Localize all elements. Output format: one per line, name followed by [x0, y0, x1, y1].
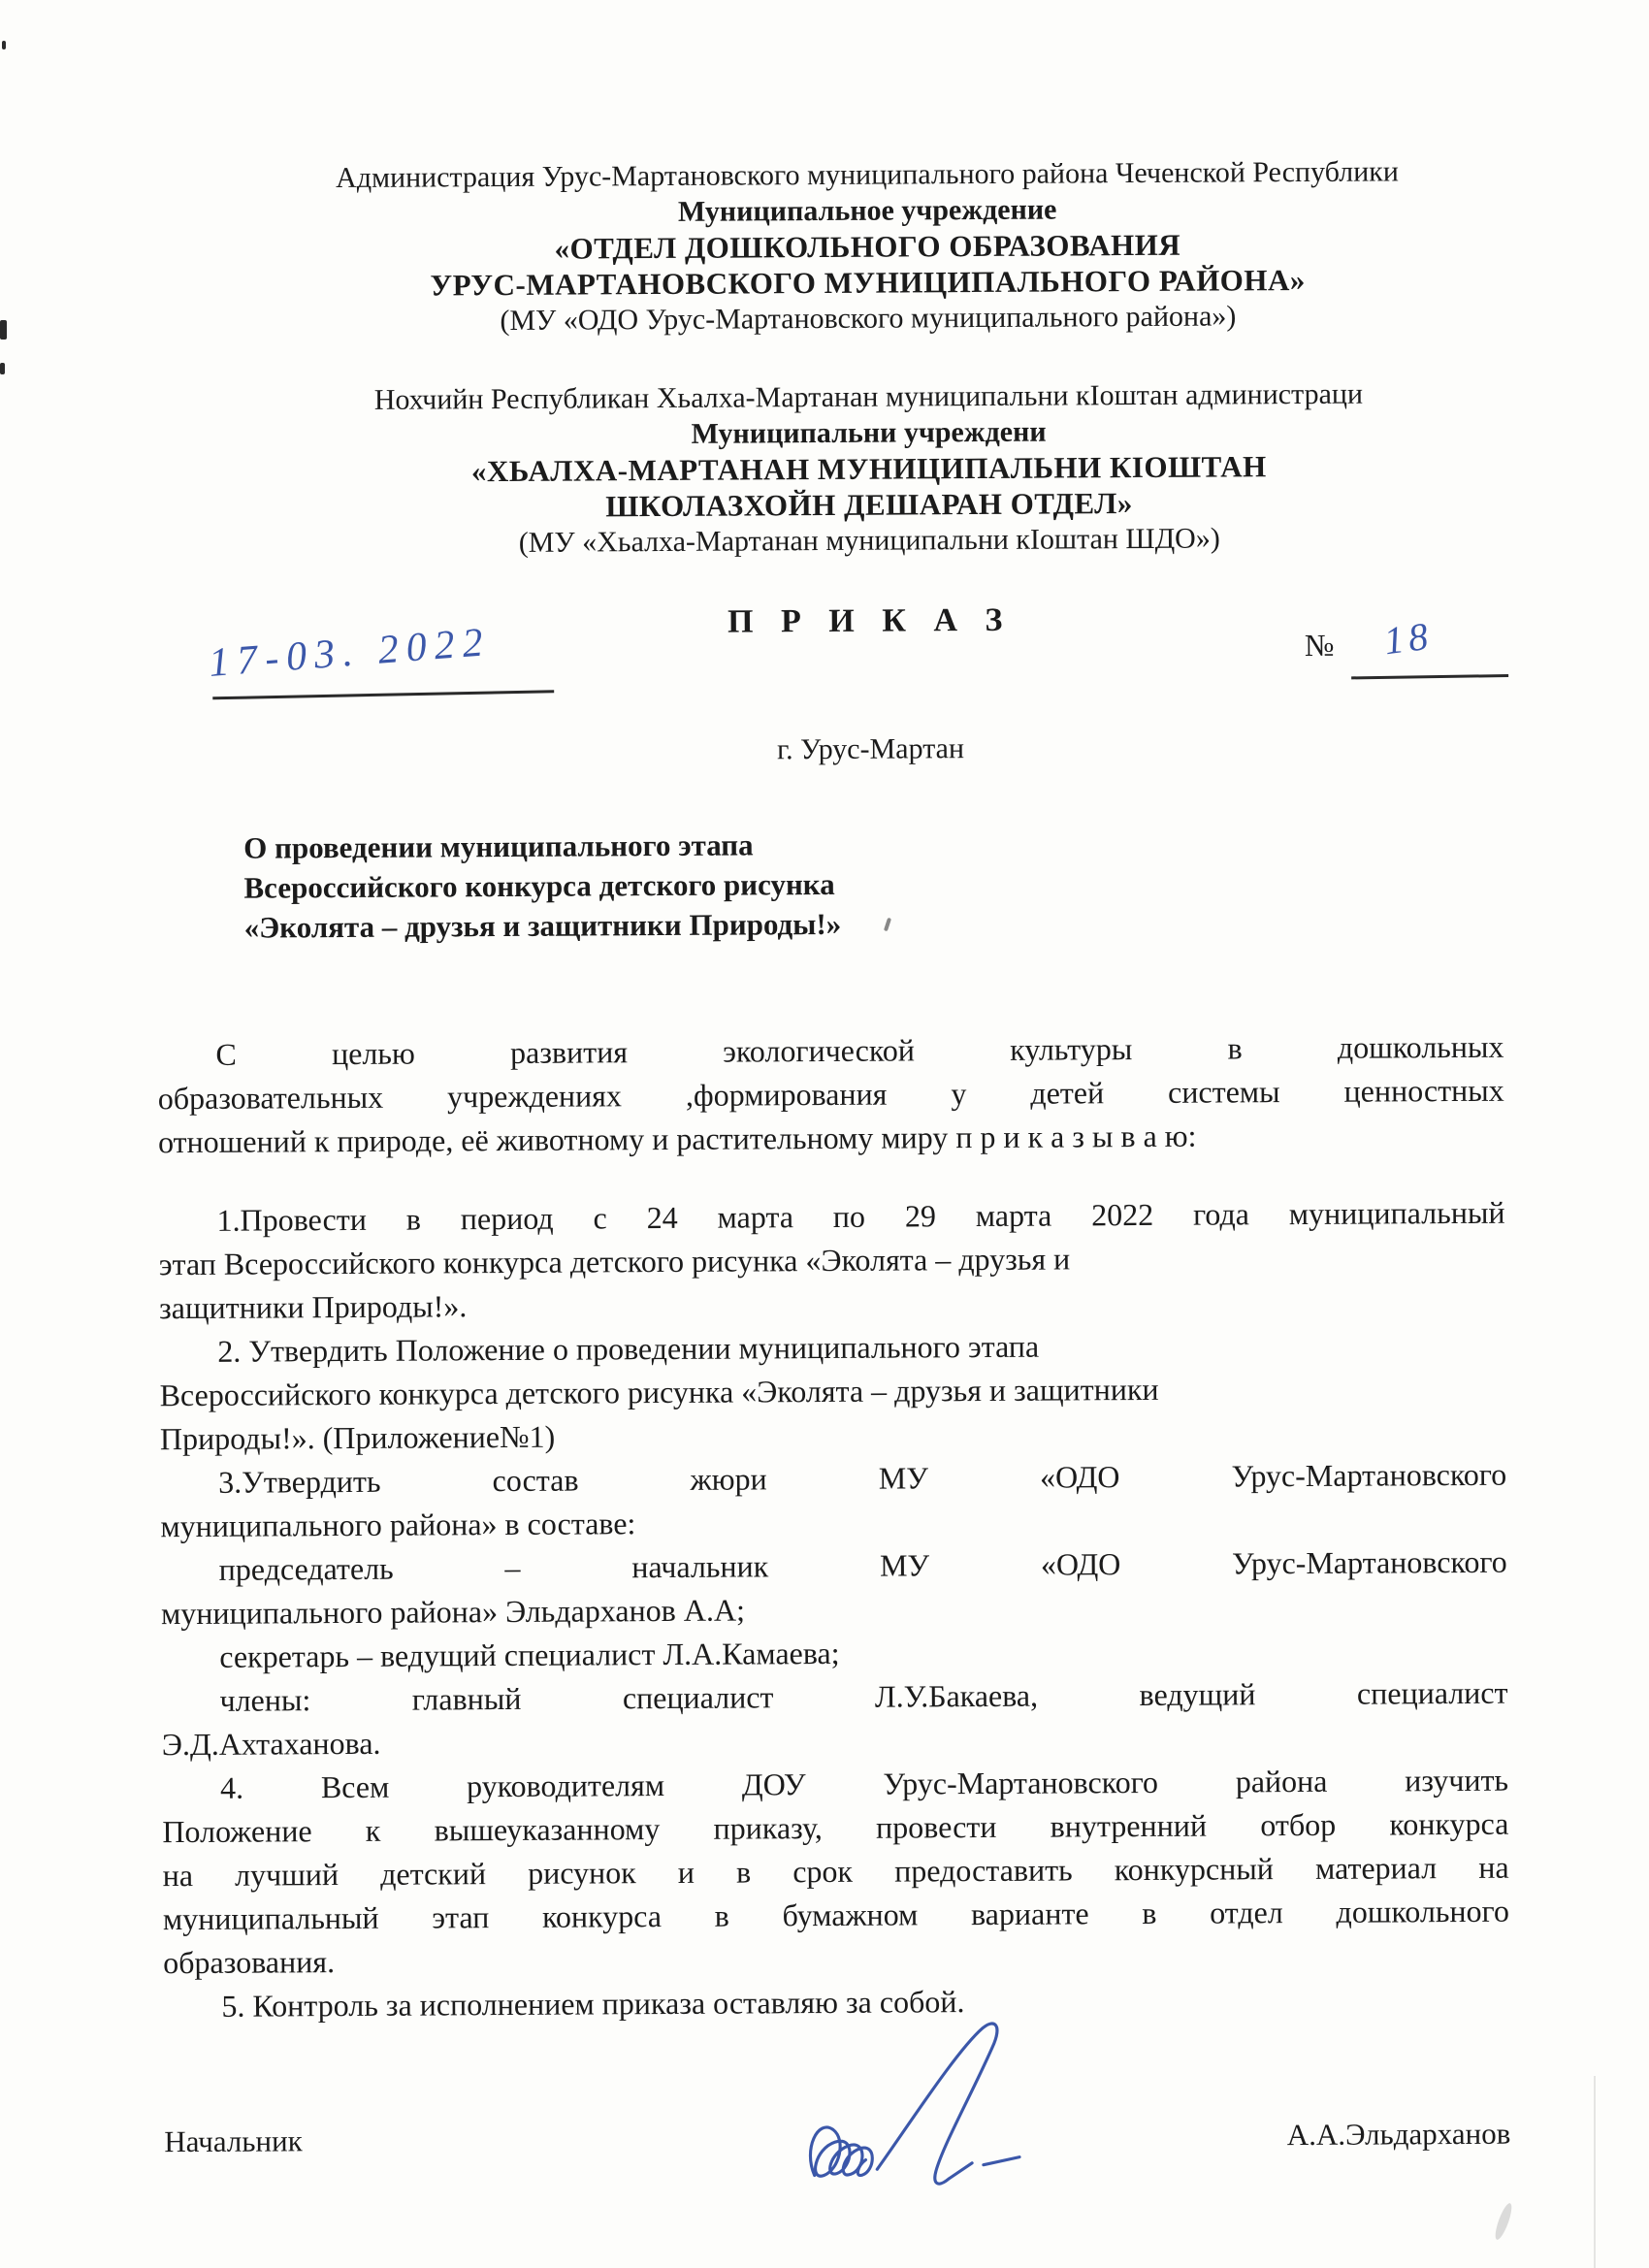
- body-line: Положение к вышеуказанному приказу, провести внутренний отбор конкурса: [162, 1805, 1509, 1850]
- body-line: С целью развития экологической культуры в дошкольных: [215, 1028, 1504, 1072]
- scan-speck: [0, 363, 5, 374]
- body-line: Природы!». (Приложение№1): [159, 1418, 556, 1457]
- order-subject: [243, 825, 841, 948]
- body-line: 5. Контроль за исполнением приказа оставляю за собой.: [221, 1984, 965, 2024]
- org-name-line-1-che: «ХЬАЛХА-МАРТАНАН МУНИЦИПАЛЬНИ КIОШТАН: [470, 449, 1267, 489]
- header-chechen: [179, 374, 1558, 563]
- org-abbreviation-line: (МУ «ОДО Урус-Мартановского муниципального района»): [500, 300, 1237, 338]
- signer-name: А.А.Эльдарханов: [1286, 2116, 1511, 2153]
- org-abbreviation-line-che: (МУ «Хьалха-Мартанан муниципальни кIоштан ШДО»): [518, 522, 1220, 559]
- body-line: муниципального района» в составе:: [160, 1506, 636, 1544]
- body-line: этап Всероссийского конкурса детского рисунка «Эколята – друзья и: [158, 1241, 1071, 1282]
- body-line: 3.Утвердить состав жюри МУ «ОДО Урус-Мартановского: [218, 1456, 1507, 1500]
- scan-speck: [2, 41, 6, 49]
- subject-line-1: О проведении муниципального этапа: [243, 827, 754, 865]
- body-line: муниципальный этап конкурса в бумажном варианте в отдел дошкольного: [162, 1893, 1510, 1937]
- body-line: на лучший детский рисунок и в срок предоставить конкурсный материал на: [162, 1849, 1509, 1894]
- order-number-label: №: [1304, 627, 1335, 663]
- org-name-line-2-che: ШКОЛАЗХОЙН ДЕШАРАН ОТДЕЛ»: [605, 486, 1133, 524]
- signer-position: Начальник: [164, 2123, 303, 2159]
- org-administration-line: Администрация Урус-Мартановского муниципального района Чеченской Республики: [335, 155, 1399, 195]
- org-type-line-che: Муниципальни учреждени: [691, 415, 1047, 450]
- org-name-line-2: УРУС-МАРТАНОВСКОГО МУНИЦИПАЛЬНОГО РАЙОНА»: [430, 262, 1306, 303]
- subject-line-3: «Эколята – друзья и защитники Природы!»: [243, 906, 842, 945]
- body-line: отношений к природе, её животному и растительному миру п р и к а з ы в а ю:: [157, 1118, 1197, 1160]
- body-line: 1.Провести в период с 24 марта по 29 марта 2022 года муниципальный: [216, 1194, 1505, 1238]
- org-name-line-1: «ОТДЕЛ ДОШКОЛЬНОГО ОБРАЗОВАНИЯ: [554, 227, 1181, 266]
- city-line: г. Урус-Мартан: [777, 732, 965, 766]
- handwritten-date: 17-03. 2022: [207, 620, 493, 686]
- header-russian: [178, 152, 1557, 340]
- body-line: Э.Д.Ахтаханова.: [161, 1725, 381, 1763]
- body-line: образовательных учреждениях ,формирования у детей системы ценностных: [157, 1072, 1504, 1117]
- order-number-underline: [1351, 674, 1508, 679]
- org-administration-line-che: Нохчийн Республикан Хьалха-Мартанан муниципальни кIоштан администраци: [373, 377, 1364, 416]
- org-type-line: Муниципальное учреждение: [677, 193, 1057, 228]
- subject-line-2: Всероссийского конкурса детского рисунка: [243, 866, 835, 905]
- body-line: 2. Утвердить Положение о проведении муниципального этапа: [217, 1328, 1040, 1369]
- date-underline: [212, 690, 554, 699]
- body-line: 4. Всем руководителям ДОУ Урус-Мартановского района изучить: [219, 1762, 1509, 1805]
- body-line: секретарь – ведущий специалист Л.А.Камаева;: [219, 1635, 840, 1674]
- body-line: председатель – начальник МУ «ОДО Урус-Мартановского: [218, 1543, 1507, 1587]
- body-line: члены: главный специалист Л.У.Бакаева, ведущий специалист: [219, 1674, 1508, 1718]
- scan-edge-line: [1594, 2076, 1596, 2268]
- handwritten-order-number: 18: [1381, 613, 1436, 664]
- scan-speck: [0, 320, 7, 340]
- body-line: образования.: [163, 1944, 336, 1981]
- order-body: [157, 1025, 1509, 2028]
- body-line: муниципального района» Эльдарханов А.А;: [160, 1592, 746, 1632]
- order-title: П Р И К А З: [727, 601, 1013, 640]
- signature-scribble-icon: [745, 2014, 1076, 2196]
- body-line: защитники Природы!».: [158, 1288, 468, 1326]
- body-line: Всероссийского конкурса детского рисунка «Эколята – друзья и защитники: [159, 1371, 1159, 1413]
